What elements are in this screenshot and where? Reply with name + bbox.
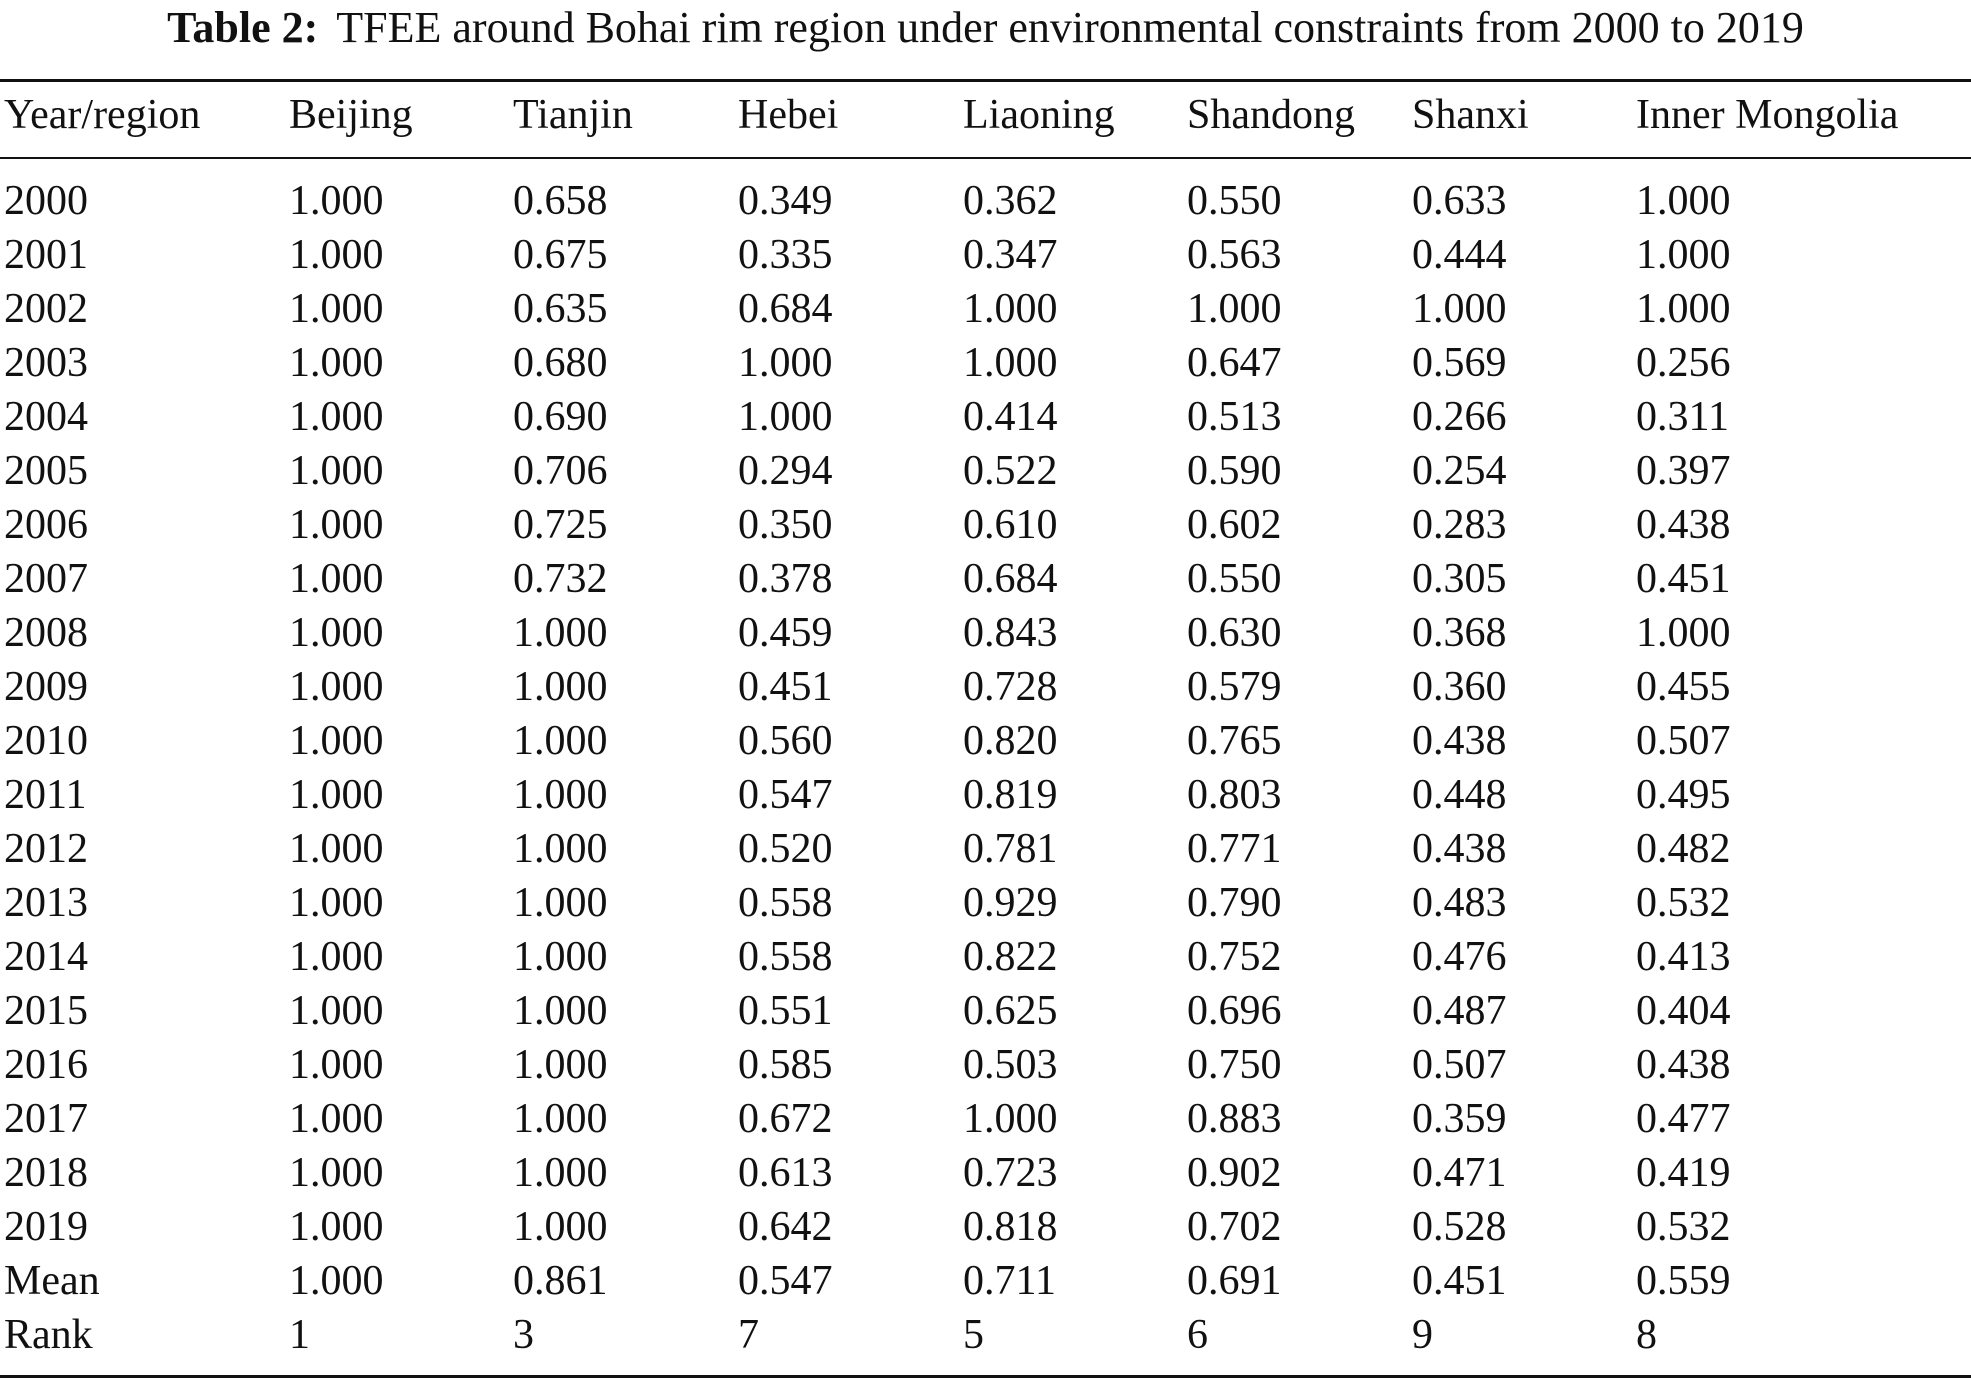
table-cell: 0.414 [963, 394, 1058, 440]
table-top-rule [0, 79, 1971, 82]
table-cell: 1.000 [289, 1150, 384, 1196]
row-label-cell: Rank [4, 1312, 93, 1358]
table-cell: 1.000 [289, 880, 384, 926]
table-cell: 0.532 [1636, 1204, 1731, 1250]
table-cell: 1.000 [963, 340, 1058, 386]
table-cell: 0.483 [1412, 880, 1507, 926]
table-cell: 0.752 [1187, 934, 1282, 980]
table-header-row [0, 88, 1971, 142]
table-cell: 0.550 [1187, 178, 1282, 224]
table-cell: 0.602 [1187, 502, 1282, 548]
table-cell: 1.000 [513, 664, 608, 710]
row-label-cell: 2019 [4, 1204, 88, 1250]
table-cell: 0.929 [963, 880, 1058, 926]
table-cell: 0.404 [1636, 988, 1731, 1034]
row-label-cell: 2002 [4, 286, 88, 332]
table-cell: 1.000 [289, 664, 384, 710]
table-cell: 0.781 [963, 826, 1058, 872]
table-cell: 0.696 [1187, 988, 1282, 1034]
table-row [0, 1092, 1971, 1146]
table-cell: 5 [963, 1312, 984, 1358]
table-cell: 1.000 [1412, 286, 1507, 332]
table-cell: 0.471 [1412, 1150, 1507, 1196]
table-cell: 0.413 [1636, 934, 1731, 980]
table-cell: 0.658 [513, 178, 608, 224]
table-cell: 0.675 [513, 232, 608, 278]
column-header: Beijing [289, 92, 413, 138]
table-cell: 0.563 [1187, 232, 1282, 278]
column-header: Tianjin [513, 92, 633, 138]
table-cell: 0.647 [1187, 340, 1282, 386]
table-cell: 0.843 [963, 610, 1058, 656]
table-cell: 0.528 [1412, 1204, 1507, 1250]
table-cell: 0.585 [738, 1042, 833, 1088]
table-cell: 1.000 [738, 394, 833, 440]
table-cell: 1.000 [513, 934, 608, 980]
table-cell: 1.000 [289, 394, 384, 440]
table-cell: 3 [513, 1312, 534, 1358]
table-cell: 0.691 [1187, 1258, 1282, 1304]
table-cell: 1.000 [1187, 286, 1282, 332]
table-row [0, 606, 1971, 660]
table-cell: 0.750 [1187, 1042, 1282, 1088]
row-label-cell: 2009 [4, 664, 88, 710]
row-label-cell: 2010 [4, 718, 88, 764]
table-cell: 0.680 [513, 340, 608, 386]
table-cell: 1.000 [289, 1042, 384, 1088]
table-cell: 0.560 [738, 718, 833, 764]
column-header: Liaoning [963, 92, 1115, 138]
table-cell: 1.000 [513, 718, 608, 764]
table-cell: 0.305 [1412, 556, 1507, 602]
table-row [0, 1146, 1971, 1200]
table-cell: 0.635 [513, 286, 608, 332]
table-cell: 1.000 [738, 340, 833, 386]
table-cell: 1.000 [513, 1204, 608, 1250]
table-cell: 1.000 [513, 826, 608, 872]
table-cell: 0.294 [738, 448, 833, 494]
table-cell: 0.672 [738, 1096, 833, 1142]
table-cell: 0.359 [1412, 1096, 1507, 1142]
table-cell: 1.000 [289, 340, 384, 386]
table-cell: 1.000 [963, 1096, 1058, 1142]
table-cell: 1.000 [513, 1096, 608, 1142]
column-header: Hebei [738, 92, 839, 138]
table-cell: 0.684 [963, 556, 1058, 602]
table-cell: 0.532 [1636, 880, 1731, 926]
table-cell: 0.487 [1412, 988, 1507, 1034]
table-cell: 0.311 [1636, 394, 1729, 440]
table-row [0, 984, 1971, 1038]
table-cell: 0.335 [738, 232, 833, 278]
table-row [0, 660, 1971, 714]
table-cell: 0.444 [1412, 232, 1507, 278]
table-cell: 1.000 [289, 502, 384, 548]
row-label-cell: 2005 [4, 448, 88, 494]
table-cell: 0.579 [1187, 664, 1282, 710]
table-caption-text: TFEE around Bohai rim region under environmental constraints from 2000 to 2019 [336, 3, 1804, 52]
table-cell: 0.569 [1412, 340, 1507, 386]
table-row [0, 1038, 1971, 1092]
table-cell: 0.459 [738, 610, 833, 656]
table-cell: 0.477 [1636, 1096, 1731, 1142]
table-cell: 0.559 [1636, 1258, 1731, 1304]
table-cell: 0.451 [1636, 556, 1731, 602]
table-cell: 0.630 [1187, 610, 1282, 656]
table-cell: 1.000 [513, 1150, 608, 1196]
table-row [0, 930, 1971, 984]
table-cell: 1.000 [289, 988, 384, 1034]
table-cell: 0.476 [1412, 934, 1507, 980]
table-row [0, 1308, 1971, 1362]
table-cell: 0.550 [1187, 556, 1282, 602]
table-cell: 1.000 [289, 718, 384, 764]
table-row [0, 768, 1971, 822]
table-cell: 1.000 [289, 772, 384, 818]
table-caption-label: Table 2: [167, 3, 319, 52]
table-cell: 1.000 [513, 1042, 608, 1088]
table-cell: 0.732 [513, 556, 608, 602]
table-cell: 0.256 [1636, 340, 1731, 386]
table-cell: 1.000 [289, 826, 384, 872]
table-cell: 9 [1412, 1312, 1433, 1358]
table-cell: 1.000 [289, 934, 384, 980]
table-cell: 1.000 [289, 556, 384, 602]
table-cell: 0.551 [738, 988, 833, 1034]
table-cell: 0.820 [963, 718, 1058, 764]
table-cell: 0.360 [1412, 664, 1507, 710]
table-cell: 0.482 [1636, 826, 1731, 872]
table-cell: 0.347 [963, 232, 1058, 278]
row-label-cell: 2016 [4, 1042, 88, 1088]
table-row [0, 336, 1971, 390]
table-cell: 0.455 [1636, 664, 1731, 710]
table-cell: 0.451 [738, 664, 833, 710]
column-header: Shandong [1187, 92, 1355, 138]
table-cell: 0.266 [1412, 394, 1507, 440]
table-cell: 0.438 [1636, 1042, 1731, 1088]
table-cell: 0.520 [738, 826, 833, 872]
table-cell: 0.625 [963, 988, 1058, 1034]
row-label-cell: 2003 [4, 340, 88, 386]
table-cell: 1.000 [513, 772, 608, 818]
row-label-cell: 2004 [4, 394, 88, 440]
table-cell: 0.438 [1412, 718, 1507, 764]
row-label-cell: 2017 [4, 1096, 88, 1142]
table-cell: 0.902 [1187, 1150, 1282, 1196]
table-header-rule [0, 157, 1971, 159]
table-row [0, 1200, 1971, 1254]
table-cell: 0.706 [513, 448, 608, 494]
table-row [0, 444, 1971, 498]
table-cell: 0.503 [963, 1042, 1058, 1088]
table-cell: 0.822 [963, 934, 1058, 980]
row-label-cell: 2014 [4, 934, 88, 980]
table-cell: 0.419 [1636, 1150, 1731, 1196]
table-cell: 0.558 [738, 934, 833, 980]
table-row [0, 498, 1971, 552]
table-cell: 0.702 [1187, 1204, 1282, 1250]
row-label-cell: 2011 [4, 772, 87, 818]
table-cell: 0.438 [1412, 826, 1507, 872]
table-cell: 6 [1187, 1312, 1208, 1358]
table-cell: 0.633 [1412, 178, 1507, 224]
table-cell: 8 [1636, 1312, 1657, 1358]
table-cell: 1.000 [1636, 232, 1731, 278]
row-label-cell: 2000 [4, 178, 88, 224]
row-label-cell: Mean [4, 1258, 100, 1304]
table-cell: 1.000 [1636, 610, 1731, 656]
table-cell: 1.000 [289, 610, 384, 656]
table-cell: 0.771 [1187, 826, 1282, 872]
table-row [0, 552, 1971, 606]
table-cell: 1.000 [289, 286, 384, 332]
row-label-cell: 2001 [4, 232, 88, 278]
table-bottom-rule [0, 1375, 1971, 1378]
row-label-cell: 2013 [4, 880, 88, 926]
table-caption [0, 2, 1971, 54]
table-row [0, 876, 1971, 930]
table-cell: 0.507 [1636, 718, 1731, 764]
table-cell: 0.362 [963, 178, 1058, 224]
table-cell: 1.000 [289, 1096, 384, 1142]
row-label-cell: 2008 [4, 610, 88, 656]
table-cell: 0.610 [963, 502, 1058, 548]
table-cell: 0.725 [513, 502, 608, 548]
table-cell: 1.000 [1636, 178, 1731, 224]
table-cell: 0.522 [963, 448, 1058, 494]
table-cell: 0.642 [738, 1204, 833, 1250]
table-cell: 0.765 [1187, 718, 1282, 764]
table-cell: 0.711 [963, 1258, 1056, 1304]
table-cell: 0.728 [963, 664, 1058, 710]
table-cell: 1.000 [289, 1204, 384, 1250]
table-cell: 0.368 [1412, 610, 1507, 656]
table-cell: 0.513 [1187, 394, 1282, 440]
table-row [0, 174, 1971, 228]
table-cell: 1.000 [289, 232, 384, 278]
table-cell: 1.000 [289, 1258, 384, 1304]
table-cell: 0.684 [738, 286, 833, 332]
table-cell: 7 [738, 1312, 759, 1358]
table-cell: 0.723 [963, 1150, 1058, 1196]
table-cell: 1.000 [289, 448, 384, 494]
table-row [0, 390, 1971, 444]
table-cell: 0.350 [738, 502, 833, 548]
table-row [0, 228, 1971, 282]
table-cell: 1.000 [963, 286, 1058, 332]
table-row [0, 714, 1971, 768]
table-cell: 0.590 [1187, 448, 1282, 494]
table-cell: 0.547 [738, 1258, 833, 1304]
table-cell: 0.883 [1187, 1096, 1282, 1142]
table-cell: 1.000 [513, 988, 608, 1034]
table-cell: 0.448 [1412, 772, 1507, 818]
table-cell: 0.495 [1636, 772, 1731, 818]
table-cell: 0.790 [1187, 880, 1282, 926]
table-cell: 1 [289, 1312, 310, 1358]
table-cell: 1.000 [513, 880, 608, 926]
table-cell: 0.283 [1412, 502, 1507, 548]
table-cell: 0.438 [1636, 502, 1731, 548]
table-cell: 0.397 [1636, 448, 1731, 494]
table-row [0, 282, 1971, 336]
table-cell: 0.349 [738, 178, 833, 224]
table-cell: 0.861 [513, 1258, 608, 1304]
table-cell: 0.378 [738, 556, 833, 602]
row-label-cell: 2018 [4, 1150, 88, 1196]
table-row [0, 1254, 1971, 1308]
table-cell: 0.507 [1412, 1042, 1507, 1088]
table-cell: 0.254 [1412, 448, 1507, 494]
table-cell: 0.803 [1187, 772, 1282, 818]
table-cell: 0.818 [963, 1204, 1058, 1250]
row-label-cell: 2006 [4, 502, 88, 548]
row-label-cell: 2012 [4, 826, 88, 872]
table-cell: 1.000 [289, 178, 384, 224]
column-header: Inner Mongolia [1636, 92, 1899, 138]
table-cell: 1.000 [1636, 286, 1731, 332]
table-cell: 0.819 [963, 772, 1058, 818]
column-header: Year/region [4, 92, 201, 138]
table-row [0, 822, 1971, 876]
table-cell: 1.000 [513, 610, 608, 656]
table-cell: 0.613 [738, 1150, 833, 1196]
table-cell: 0.451 [1412, 1258, 1507, 1304]
table-cell: 0.558 [738, 880, 833, 926]
table-cell: 0.690 [513, 394, 608, 440]
row-label-cell: 2007 [4, 556, 88, 602]
table-cell: 0.547 [738, 772, 833, 818]
row-label-cell: 2015 [4, 988, 88, 1034]
column-header: Shanxi [1412, 92, 1529, 138]
